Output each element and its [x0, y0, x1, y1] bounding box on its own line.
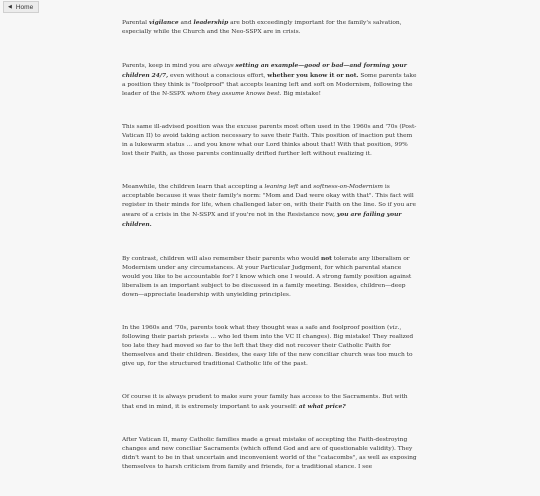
emphasis-text: vigilance	[148, 19, 179, 26]
body-text: Of course it is always prudent to make sure your family has access to the Sacraments. But with that end in mind, it is extremely important to ask yourself:	[122, 394, 408, 410]
body-text: By contrast, children will also remember their parents who would	[122, 256, 321, 262]
body-text: In the 1960s and '70s, parents took what they thought was a safe and foolproof position (	[122, 325, 390, 331]
article-paragraph	[122, 254, 418, 300]
body-text: are both exceedingly important for the family's salvation, especially while the Church and the Neo-SSPX are in crisis.	[122, 20, 402, 35]
article-paragraph	[122, 436, 418, 472]
body-text: After Vatican II, many Catholic families made a great mistake of accepting the Faith-destroying changes and new conciliar Sacraments (which offend God and are of questionable validity). They didn't want to be in that uncertain and inconvenient world of the "catacombs", as well as exposing themselves to harsh criticism from family and friends, for a traditional stance. I see	[122, 437, 417, 470]
home-button[interactable]	[3, 1, 39, 13]
emphasis-text	[299, 403, 346, 410]
article-paragraph	[122, 18, 418, 37]
emphasis-text: leadership	[193, 19, 229, 26]
body-text: This same ill-advised position was the excuse parents most often used in the 1960s and '70s (Post-Vatican II) to avoid taking action necessary to save their Faith. This position of inaction put them in a lukewarm status ... and you know what our Lord thinks about that! With that position, 99% lost their Faith, as those parents continually drifted further left without realizing it.	[122, 124, 417, 157]
body-text: and	[298, 184, 314, 190]
article-paragraph	[122, 393, 418, 412]
home-label: Home	[15, 3, 34, 11]
emphasis-text: setting an example—good or bad—and forming your children 24/7,	[122, 62, 407, 79]
body-text: Parental	[122, 20, 149, 26]
body-text: and	[178, 20, 194, 26]
emphasis-text: whom they assume knows best	[187, 91, 280, 97]
emphasis-text	[149, 19, 179, 26]
emphasis-text: whether you know it or not.	[267, 72, 359, 79]
emphasis-text: you are failing your children.	[122, 211, 402, 228]
article-paragraph	[122, 61, 418, 99]
body-text: even without a conscious effort,	[168, 73, 268, 79]
emphasis-text	[193, 19, 228, 26]
body-text: Parents, keep in mind you are	[122, 63, 214, 69]
emphasis-text: always	[213, 63, 234, 69]
article-paragraph	[122, 183, 418, 230]
article-paragraph	[122, 324, 418, 369]
body-text: is acceptable because it was their family's norm: "Mom and Dad were okay with that". This fact will register in their minds for life, when challenged later on, with their Faith on the line. So if you are aware of a crisis in the N-SSPX and if you're not in the Resistance now,	[122, 184, 416, 218]
article-paragraph	[122, 123, 418, 159]
emphasis-text: softness-on-Modernism	[313, 184, 383, 190]
article-body	[122, 18, 418, 496]
body-text: Some parents take a position they think is "foolproof" that accepts leaning left and soft on Modernism, following the leader of the N-SSPX	[122, 73, 417, 97]
body-text: , following their parish priests ... who led them into the VC II changes). Big mistake! They realized too late they had moved so far to the left that they did not recover their Catholic Faith for themselves and their children. Besides, the easy life of the new conciliar church was too much to give up, for the structured traditional Catholic life of the past.	[122, 325, 414, 367]
emphasis-text: at what price?	[298, 403, 346, 410]
left-triangle-icon: ◀	[8, 4, 12, 10]
emphasis-text: viz.	[389, 325, 400, 331]
emphasis-text: leaning left	[264, 184, 299, 190]
body-text: tolerate any liberalism or Modernism under any circumstances. At your Particular Judgment, for which parental stance would you like to be accountable for? I know which one I would. A strong family position against liberalism is an important subject to be discussed in a family meeting. Besides, children—deep down—appreciate leadership with unyielding principles.	[122, 256, 412, 298]
body-text: . Big mistake!	[279, 91, 321, 97]
emphasis-text: not	[320, 255, 332, 262]
body-text: Meanwhile, the children learn that accepting a	[122, 184, 265, 190]
